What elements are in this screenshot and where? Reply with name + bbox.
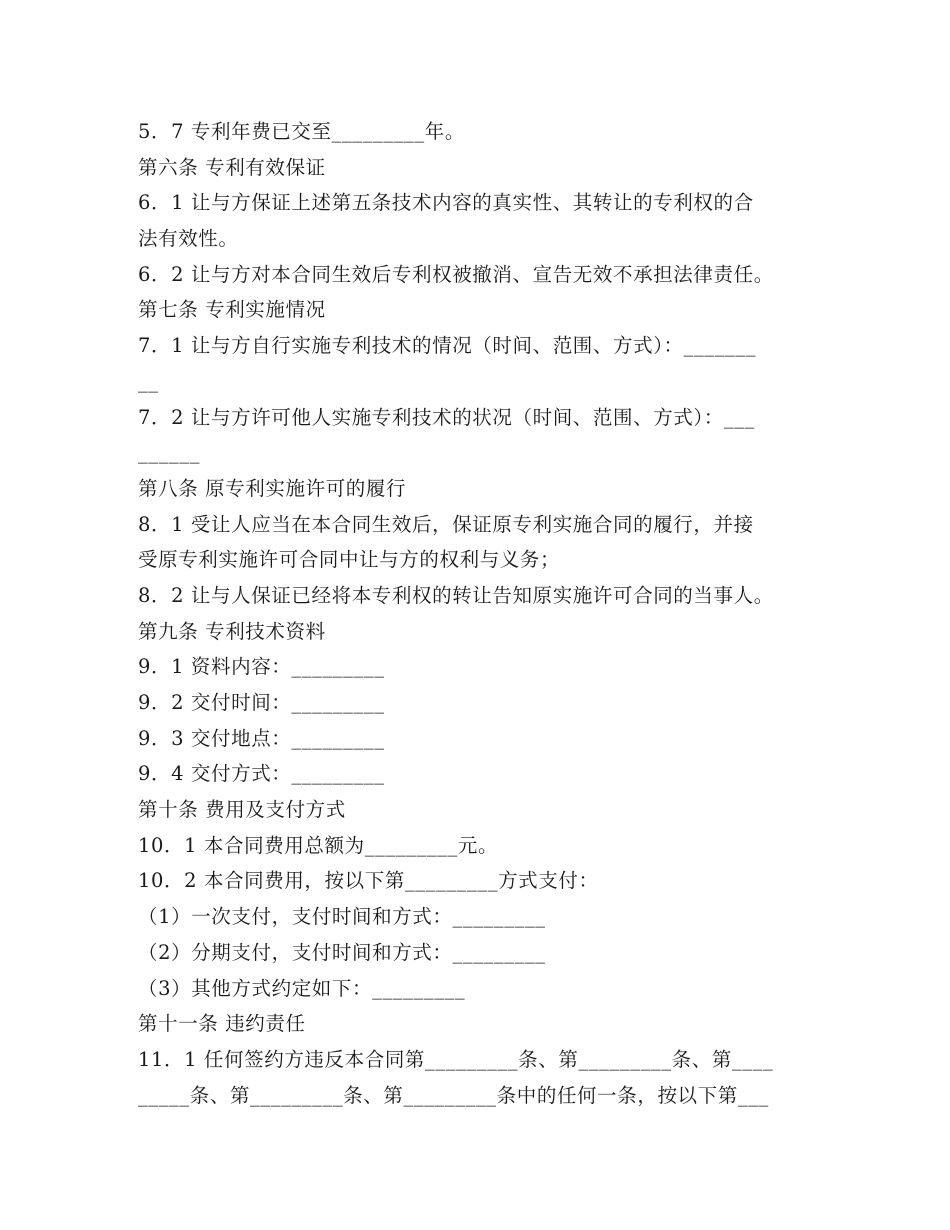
text-line: 7．1 让与方自行实施专利技术的情况（时间、范围、方式）：_______ (138, 334, 757, 358)
section-heading: 第九条 专利技术资料 (138, 619, 326, 643)
text-line: 8．2 让与人保证已经将本专利权的转让告知原实施许可合同的当事人。 (138, 583, 774, 607)
text-line: （1）一次支付，支付时间和方式：_________ (138, 905, 546, 929)
text-line: 9．4 交付方式：_________ (138, 762, 385, 786)
section-heading: 第十一条 违约责任 (138, 1012, 306, 1036)
text-line: 7．2 让与方许可他人实施专利技术的状况（时间、范围、方式）：___ (138, 405, 755, 429)
text-line: 8．1 受让人应当在本合同生效后，保证原专利实施合同的履行，并接 (138, 512, 754, 536)
text-line: 6．2 让与方对本合同生效后专利权被撤消、宣告无效不承担法律责任。 (138, 262, 774, 286)
text-line: 9．2 交付时间：_________ (138, 691, 385, 714)
document-body (138, 114, 818, 1113)
text-line: __ (138, 369, 159, 393)
text-line: 10．2 本合同费用，按以下第_________方式支付： (138, 869, 599, 893)
section-heading: 第十条 费用及支付方式 (138, 798, 346, 822)
text-line: 5．7 专利年费已交至_________年。 (138, 120, 465, 143)
text-line: （2）分期支付，支付时间和方式：_________ (138, 940, 546, 964)
section-heading: 第八条 原专利实施许可的履行 (138, 476, 407, 500)
text-line: 法有效性。 (138, 227, 239, 251)
text-line: ______ (138, 441, 201, 465)
text-line: 10．1 本合同费用总额为_________元。 (138, 833, 499, 857)
text-line: 6．1 让与方保证上述第五条技术内容的真实性、其转让的专利权的合 (138, 191, 754, 215)
text-line: 9．3 交付地点：_________ (138, 726, 385, 750)
section-heading: 第六条 专利有效保证 (138, 155, 326, 179)
text-line: 9．1 资料内容：_________ (138, 655, 385, 679)
text-line: 受原专利实施许可合同中让与方的权利与义务； (138, 548, 561, 572)
text-line: 11．1 任何签约方违反本合同第_________条、第_________条、第____ (138, 1047, 774, 1071)
text-line: _____条、第_________条、第_________条中的任何一条，按以下第___ (138, 1083, 769, 1107)
text-line: （3）其他方式约定如下：_________ (138, 976, 466, 1000)
section-heading: 第七条 专利实施情况 (138, 298, 326, 322)
